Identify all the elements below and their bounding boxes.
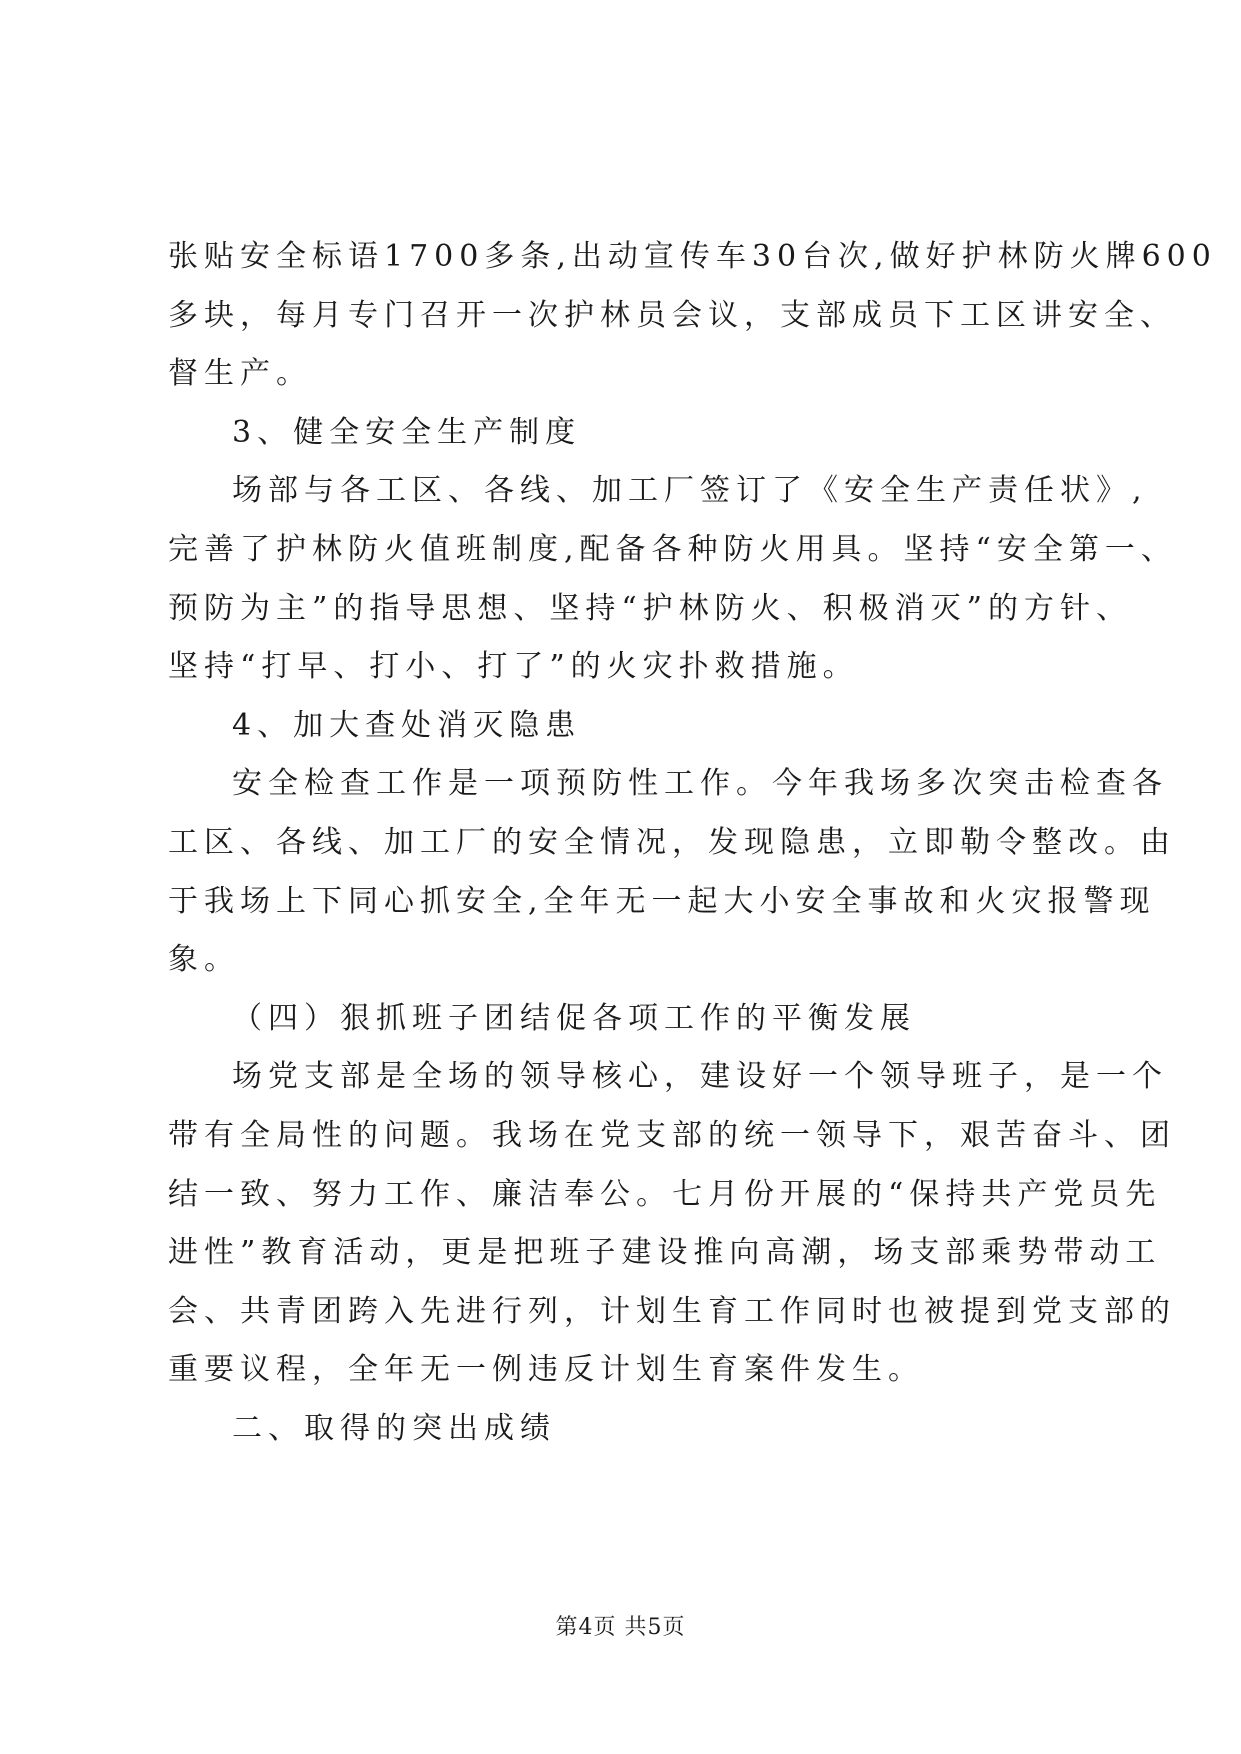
text-line: 完善了护林防火值班制度,配备各种防火用具。坚持“安全第一、: [168, 531, 1177, 567]
text-line: 安全检查工作是一项预防性工作。今年我场多次突击检查各: [232, 766, 1168, 802]
text-line: 会、共青团跨入先进行列，计划生育工作同时也被提到党支部的: [168, 1293, 1176, 1329]
text-line: 场党支部是全场的领导核心，建设好一个领导班子，是一个: [232, 1059, 1168, 1095]
text-line: 结一致、努力工作、廉洁奉公。七月份开展的“保持共产党员先: [168, 1176, 1162, 1212]
document-body: [168, 228, 1217, 1458]
text-line: 张贴安全标语1700多条,出动宣传车30台次,做好护林防火牌600: [168, 239, 1217, 274]
text-line: 场部与各工区、各线、加工厂签订了《安全生产责任状》,: [232, 473, 1148, 509]
text-line: 重要议程，全年无一例违反计划生育案件发生。: [168, 1352, 924, 1388]
section-heading: 3、健全安全生产制度: [232, 414, 582, 450]
text-line: 象。: [168, 942, 240, 978]
page-number-footer: 第4页 共5页: [555, 1615, 686, 1640]
text-line: 进性”教育活动，更是把班子建设推向高潮，场支部乘势带动工: [168, 1235, 1162, 1271]
text-line: 督生产。: [168, 356, 312, 392]
section-heading: 4、加大查处消灭隐患: [232, 707, 582, 743]
text-line: 坚持“打早、打小、打了”的火灾扑救措施。: [168, 649, 859, 685]
section-heading: 二、取得的突出成绩: [232, 1410, 556, 1446]
text-line: 多块，每月专门召开一次护林员会议，支部成员下工区讲安全、: [168, 297, 1176, 333]
text-line: 工区、各线、加工厂的安全情况，发现隐患，立即勒令整改。由: [168, 824, 1176, 860]
section-heading: （四）狠抓班子团结促各项工作的平衡发展: [232, 1000, 916, 1036]
text-line: 预防为主”的指导思想、坚持“护林防火、积极消灭”的方针、: [168, 590, 1133, 626]
text-line: 于我场上下同心抓安全,全年无一起大小安全事故和火灾报警现: [168, 883, 1156, 919]
text-line: 带有全局性的问题。我场在党支部的统一领导下，艰苦奋斗、团: [168, 1117, 1176, 1153]
